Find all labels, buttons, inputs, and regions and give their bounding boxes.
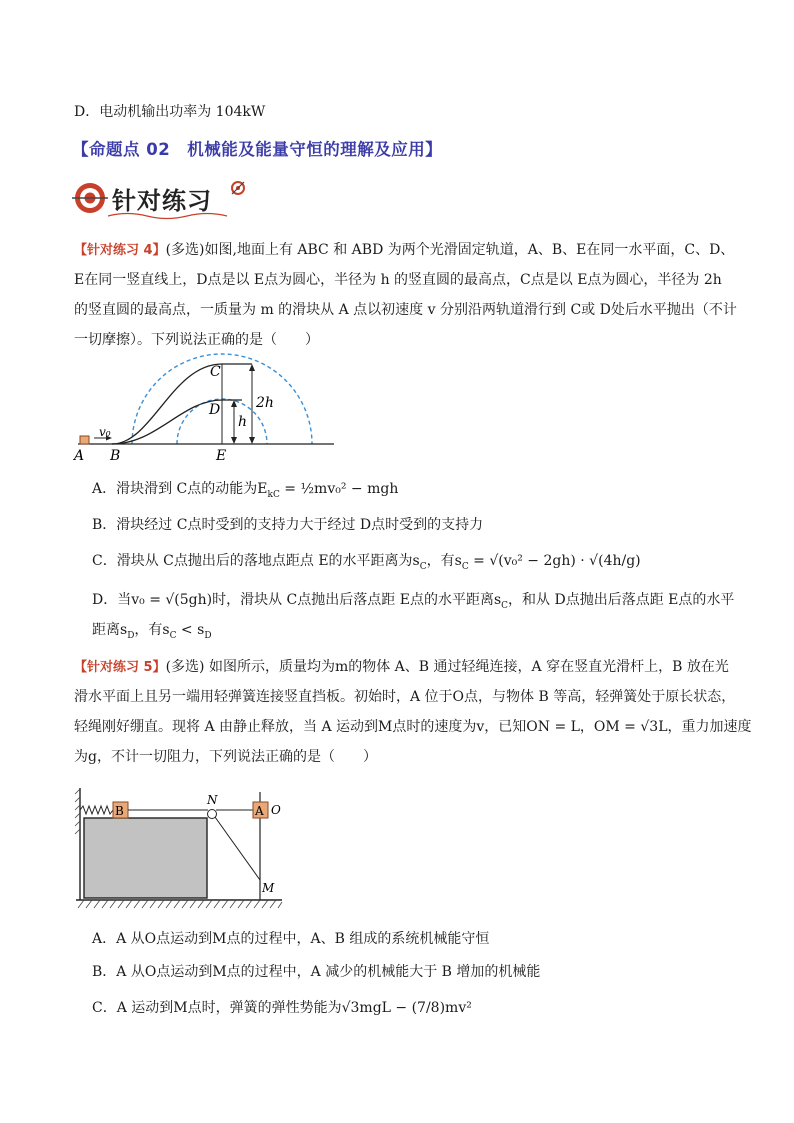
q5-option-a: A．A 从O点运动到M点的过程中，A、B 组成的系统机械能守恒 bbox=[92, 931, 490, 947]
q5-option-b: B．A 从O点运动到M点的过程中，A 减少的机械能大于 B 增加的机械能 bbox=[92, 964, 541, 980]
label-b: B bbox=[115, 804, 124, 818]
q5-tag: 【针对练习 5】 bbox=[74, 660, 166, 675]
q5-line-4: 为g，不计一切阻力，下列说法正确的是（ ） bbox=[74, 749, 377, 765]
label-v0: v₀ bbox=[99, 425, 111, 439]
q4-option-c: C．滑块从 C点抛出后的落地点距点 E的水平距离为$s_C$，有$s_C = √(v_0^2 - 2gh) \cdot √(4h/g)$ bbox=[92, 553, 641, 572]
q5-line-2: 滑水平面上且另一端用轻弹簧连接竖直挡板。初始时，A 位于O点，与物体 B 等高，轻弹簧处于原长状态， bbox=[74, 689, 736, 705]
banner-label: 针对练习 bbox=[112, 187, 212, 215]
label-b: B bbox=[110, 448, 121, 464]
q5-option-c: C．A 运动到M点时，弹簧的弹性势能为√3mgL − (7/8)mv² bbox=[92, 1000, 472, 1016]
label-d: D bbox=[209, 402, 221, 418]
label-a: A bbox=[255, 804, 264, 818]
q4-line-2: E在同一竖直线上，D点是以 E点为圆心，半径为 h 的竖直圆的最高点，C点是以 E点为圆心，半径为 2h bbox=[74, 272, 722, 288]
prev-option-d: D．电动机输出功率为 104kW bbox=[74, 104, 266, 120]
q4-tag: 【针对练习 4】 bbox=[74, 243, 166, 258]
q4-option-d-line-1: D．当v₀ = √(5gh)时，滑块从 C点抛出后落点距 E点的水平距离$s_C$，和从 D点抛出后落点距 E点的水平 bbox=[92, 592, 735, 611]
q4-track-diagram bbox=[72, 352, 342, 464]
label-c: C bbox=[210, 364, 221, 380]
q4-line-1: 【针对练习 4】(多选)如图,地面上有 ABC 和 ABD 为两个光滑固定轨道，A、B、E在同一水平面，C、D、 bbox=[74, 242, 735, 258]
q4-option-a: A．滑块滑到 C点的动能为$E_{kC}$ = ½mv₀² − mgh bbox=[92, 481, 399, 500]
section-heading: 【命题点 02 机械能及能量守恒的理解及应用】 bbox=[72, 140, 443, 159]
q5-line-1: 【针对练习 5】(多选) 如图所示，质量均为m的物体 A、B 通过轻绳连接，A 穿在竖直光滑杆上，B 放在光 bbox=[74, 659, 729, 675]
label-o: O bbox=[271, 803, 281, 817]
label-a: A bbox=[74, 448, 85, 464]
q4-option-d-line-2: 距离$s_D$，有$s_C < s_D$ bbox=[92, 622, 212, 641]
q4-line-3: 的竖直圆的最高点，一质量为 m 的滑块从 A 点以初速度 v 分别沿两轨道滑行到 C或 D处后水平抛出（不计 bbox=[74, 302, 737, 318]
q4-line-4: 一切摩擦）。下列说法正确的是（ ） bbox=[74, 332, 319, 348]
spring bbox=[80, 806, 113, 814]
label-2h: 2h bbox=[256, 395, 274, 411]
q4-option-b: B．滑块经过 C点时受到的支持力大于经过 D点时受到的支持力 bbox=[92, 517, 484, 533]
slider-block bbox=[80, 436, 89, 444]
label-e: E bbox=[216, 448, 227, 464]
label-m: M bbox=[262, 881, 275, 895]
table bbox=[84, 818, 207, 898]
q5-line-3: 轻绳刚好绷直。现将 A 由静止释放，当 A 运动到M点时的速度为v，已知ON = L，OM = √3L，重力加速度 bbox=[74, 719, 752, 735]
rope-to-m bbox=[215, 817, 260, 880]
label-n: N bbox=[207, 793, 218, 807]
practice-banner bbox=[72, 176, 252, 220]
q5-pulley-diagram bbox=[72, 782, 288, 914]
label-h: h bbox=[238, 414, 248, 430]
track-abc bbox=[112, 364, 252, 444]
